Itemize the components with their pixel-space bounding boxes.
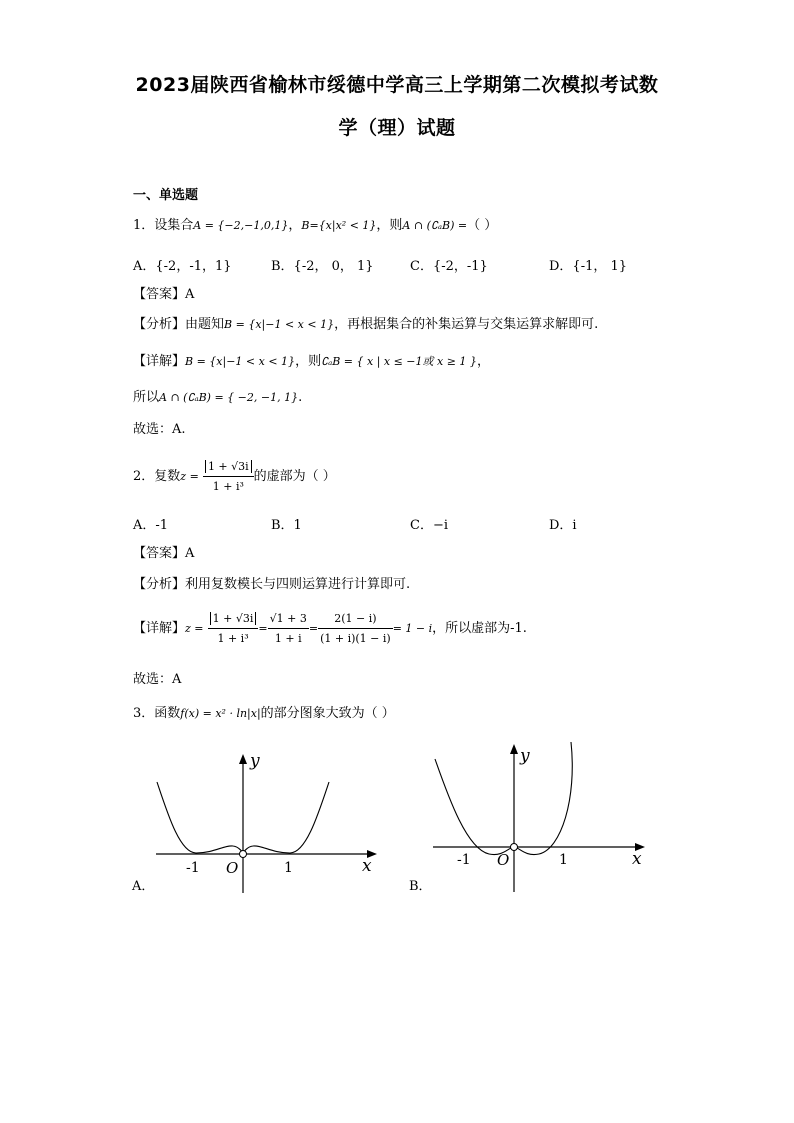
- q2-stem: [133, 455, 336, 499]
- q2-detail-tag: 【详解】: [133, 621, 186, 636]
- q1-option-b: B．{-2， 0， 1}: [271, 259, 374, 274]
- q1-answer-value: A: [185, 287, 195, 302]
- q2-detail-fraction-2: [268, 611, 309, 647]
- q2-answer-value: A: [185, 546, 195, 561]
- q2-fraction: [203, 459, 254, 495]
- q3-graph-b: [405, 737, 655, 895]
- q1-set-a: A = {−2,−1,0,1}: [193, 219, 289, 232]
- q2-option-a: A．-1: [133, 518, 169, 533]
- graph-b-curve: [435, 742, 572, 855]
- q2-answer-tag: 【答案】: [133, 546, 186, 561]
- graph-a-origin-label: O: [226, 859, 239, 877]
- q1-detail-end: ，: [476, 354, 490, 369]
- graph-b-y-label: y: [520, 746, 530, 766]
- q1-detail-math-1: B = {x|−1 < x < 1}: [185, 355, 296, 368]
- graph-a-neg-tick: -1: [186, 860, 200, 876]
- q2-detail-post: ，所以虚部为-1.: [432, 621, 527, 636]
- graph-a-option-label: A．: [132, 879, 155, 894]
- q1-option-c: C．{-2，-1}: [410, 259, 488, 274]
- graph-a-pos-tick: 1: [284, 860, 293, 876]
- exam-title-line-1: 2023届陕西省榆林市绥德中学高三上学期第二次模拟考试数: [135, 74, 659, 96]
- q2-detail-f2-den: 1 + i: [268, 628, 309, 647]
- graph-a-y-arrow: [239, 754, 247, 764]
- graph-b-origin-hole: [511, 844, 518, 851]
- q1-answer-tag: 【答案】: [133, 287, 186, 302]
- q2-option-d: D．i: [549, 518, 577, 533]
- q1-analysis-tag: 【分析】: [133, 317, 186, 332]
- q2-option-b: B．1: [271, 518, 302, 533]
- q1-choice: 故选：A.: [133, 422, 186, 437]
- section-heading: 一、单选题: [133, 188, 199, 203]
- q2-z: z =: [180, 470, 199, 483]
- q2-detail-f1-num: 1 + √3i: [210, 612, 257, 625]
- q2-analysis: [133, 576, 410, 594]
- q2-detail-z: z =: [185, 622, 204, 635]
- q1-so-end: .: [298, 390, 303, 405]
- q2-detail-f3-num: 2(1 − i): [334, 611, 377, 625]
- q3-function: f(x) = x² · ln|x|: [180, 707, 261, 720]
- graph-a-y-label: y: [250, 751, 260, 771]
- q1-so-math: A ∩ (∁ₐB) = { −2, −1, 1}: [159, 391, 299, 404]
- graph-b-option-label: B．: [409, 879, 432, 894]
- q2-stem-post: 的虚部为（ ）: [253, 469, 336, 484]
- q1-so-pre: 所以: [133, 390, 160, 405]
- q2-detail-f2-num: √1 + 3: [269, 611, 307, 625]
- exam-title-line-2: 学（理）试题: [338, 117, 456, 139]
- q2-numerator: 1 + √3i: [205, 460, 252, 473]
- q1-detail-tag: 【详解】: [133, 354, 186, 369]
- q2-detail-f1-den: 1 + i³: [208, 628, 259, 647]
- graph-b-pos-tick: 1: [559, 852, 568, 868]
- q2-detail-result: = 1 − i: [392, 622, 433, 635]
- q1-analysis-math: B = {x|−1 < x < 1}: [224, 318, 335, 331]
- q1-analysis-post: ，再根据集合的补集运算与交集运算求解即可.: [334, 317, 599, 332]
- q1-option-d: D．{-1， 1}: [549, 259, 628, 274]
- q2-choice: 故选：A: [133, 672, 182, 687]
- q2-detail-fraction-1: [208, 611, 259, 647]
- q1-detail-mid: ，则: [295, 354, 322, 369]
- q1-detail-math-2: ∁ₐB = { x | x ≤ −1或 x ≥ 1 }: [321, 355, 477, 368]
- q2-detail-fraction-3: [318, 611, 393, 647]
- q1-detail: [133, 353, 490, 371]
- q3-stem-post: 的部分图象大致为（ ）: [260, 706, 395, 721]
- q1-option-a: A．{-2，-1，1}: [133, 259, 232, 274]
- q3-stem-pre: 3．函数: [133, 706, 181, 721]
- q1-query: A ∩ (∁ₐB) =: [402, 219, 468, 232]
- q1-stem-post: ，则: [376, 218, 403, 233]
- q3-stem: [133, 705, 395, 723]
- q2-answer: [133, 545, 194, 563]
- q1-set-b: B={x|x² < 1}: [301, 219, 377, 232]
- q2-detail: 【详解】z = $\frac{1 + √3i}{\text{1 + i³}}$ = $\frac{√1 + 3}{1 + i}$ = $\frac{2(1 - i)}{(1 + i)(1 - i)}$ = 1 − i，所以虚部为-1.: [133, 611, 527, 645]
- graph-b-origin-label: O: [497, 851, 510, 869]
- q2-detail-f3-den: (1 + i)(1 − i): [318, 628, 393, 647]
- graph-b-neg-tick: -1: [457, 852, 471, 868]
- q2-stem-pre: 2．复数: [133, 469, 181, 484]
- q1-analysis-pre: 由题知: [185, 317, 225, 332]
- q1-stem: 1．设集合A = {−2,−1,0,1}，B={x|x² < 1}，则A ∩ (∁ₐB) =（ ）: [133, 218, 498, 233]
- q1-answer: [133, 286, 194, 304]
- q1-conclusion: [133, 389, 302, 407]
- graph-b-y-arrow: [510, 744, 518, 754]
- graph-b-x-label: x: [632, 849, 642, 869]
- q1-stem-pre: 1．设集合: [133, 218, 194, 233]
- q3-graph-a: [130, 745, 390, 895]
- graph-a-x-label: x: [362, 856, 372, 876]
- q2-denominator: 1 + i³: [203, 476, 254, 495]
- q2-option-c: C．−i: [410, 518, 448, 533]
- q1-analysis: [133, 316, 598, 334]
- q1-paren: （ ）: [467, 218, 498, 233]
- q2-analysis-text: 利用复数模长与四则运算进行计算即可.: [185, 577, 411, 592]
- q2-analysis-tag: 【分析】: [133, 577, 186, 592]
- graph-a-origin-hole: [240, 851, 247, 858]
